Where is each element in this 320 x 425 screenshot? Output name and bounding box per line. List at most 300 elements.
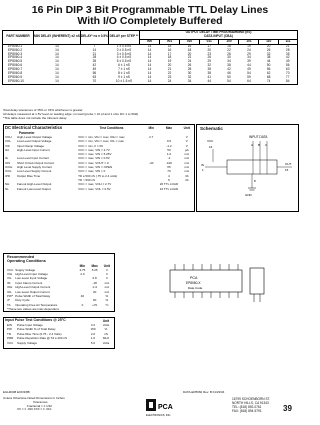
- cell-delay-value: 14: [147, 55, 152, 60]
- cell-step: 4 ± 0.5 nS: [116, 55, 132, 60]
- revision-code: DATA-EP8060 Rev. B 01/23/04: [183, 390, 225, 394]
- col-delay: DELAY* ns ± 0.5%: [80, 31, 108, 45]
- cell-delay-value: 38: [227, 63, 231, 68]
- pin-c-label: C: [265, 143, 268, 147]
- pulse-name: Pulse Rise Time (0.75 - 2.4 Volts): [17, 331, 62, 336]
- dc-unit: nS: [184, 177, 189, 182]
- delay-programming-table: [2, 30, 298, 85]
- dc-min: -40: [149, 160, 154, 165]
- dc-max: -100: [165, 160, 172, 165]
- cell-delay-value: 59: [247, 74, 251, 79]
- dc-param-name: High Level Supply Current: [17, 165, 53, 170]
- rec-max: +70: [92, 302, 98, 307]
- title-line-1: 16 Pin DIP 3 Bit Programmable TTL Delay Lines: [31, 4, 269, 16]
- cell-delay-value: 54: [247, 71, 251, 76]
- pulse-name: Pulse Width % of Total Delay: [17, 327, 56, 332]
- dc-param-name: Fanout Low-Level Output: [17, 186, 51, 191]
- dc-param-name: Low-Level Output Voltage: [17, 139, 52, 144]
- dc-symbol: IOS: [5, 160, 11, 165]
- dc-symbol: NL: [5, 186, 9, 191]
- cell-min: 14: [55, 55, 59, 60]
- dc-unit: mA: [184, 169, 189, 174]
- cell-delay-value: 14: [147, 43, 152, 48]
- dc-header-min: Min: [148, 126, 154, 130]
- cell-part: EP8060-3: [8, 51, 23, 56]
- delay-table-body: [3, 44, 298, 84]
- cell-delay-value: 26: [187, 63, 192, 68]
- recommended-title-line1: Recommended: [7, 255, 35, 259]
- pulse-unit: nS: [104, 331, 108, 336]
- cell-delay-value: 21: [167, 67, 172, 72]
- pin-a-label: A: [251, 143, 254, 147]
- dc-cond: VCC = min, II = IIK: [78, 143, 104, 148]
- cell-min: 14: [55, 43, 59, 48]
- pulse-sym: EIN: [7, 323, 13, 327]
- rec-sym: VIH: [7, 272, 13, 276]
- note-measurement: All delays measured at 1.5V level on leading edge; no load (probe = 10 pf and 1 ohm DC 1 to 50Ω): [3, 112, 139, 116]
- cell-delay-value: 34: [247, 55, 251, 60]
- rec-unit: mA: [104, 289, 110, 294]
- rec-unit: mA: [104, 280, 110, 285]
- title-line-2: With I/O Completely Buffered: [77, 15, 223, 27]
- dc-unit: mA: [184, 165, 189, 170]
- dc-unit: [180, 187, 193, 191]
- cell-delay-value: 62: [266, 71, 271, 76]
- rec-sym: IOL: [7, 289, 12, 294]
- tolerance-line-1: Unless Otherwise Noted Dimensions in Inches: [3, 396, 65, 400]
- tolerance-line-2: Tolerances: [33, 399, 48, 404]
- table-row: [3, 80, 298, 84]
- cell-part: EP8060-7: [8, 67, 23, 72]
- cell-delay-value: 29: [207, 59, 211, 64]
- dc-cond: VCC = max, VIN = 0.5V: [78, 156, 110, 161]
- cell-delay-value: 30: [187, 71, 192, 76]
- dc-symbol: ICCL: [5, 169, 12, 174]
- dc-symbol: VOH: [5, 135, 12, 139]
- input-pulse-box: [3, 317, 115, 349]
- rec-name: Operating Free Air Temperature: [15, 302, 58, 307]
- cell-part: EP8060-8: [8, 71, 23, 76]
- cell-delay-value: 17: [207, 43, 211, 48]
- rec-name: Duty Cycle: [15, 298, 30, 303]
- recommended-table: [5, 264, 113, 308]
- col-part-number: PART NUMBER: [3, 31, 34, 45]
- input-pulse-table: [5, 318, 113, 345]
- recommended-table-body: [5, 268, 113, 308]
- dc-unit: V: [185, 135, 188, 139]
- cell-delay: 28: [92, 55, 97, 60]
- cell-part: EP8060-6: [8, 63, 23, 68]
- cell-delay-value: 46: [227, 71, 231, 76]
- address-phone: TEL: (818) 892-0761: [232, 405, 262, 409]
- pulse-val: 5.0: [90, 340, 96, 345]
- pulse-name: Supply Voltage: [17, 340, 38, 345]
- dc-max: 10 TTL LOAD: [159, 186, 179, 191]
- cell-delay-value: 41: [207, 74, 211, 79]
- data-input-subtitle: DATA INPUT (CBA): [204, 33, 233, 38]
- rec-min: 40: [80, 294, 85, 299]
- pulse-val: 3.2: [90, 323, 96, 327]
- cell-delay: 42: [92, 63, 97, 68]
- code-header: 111: [278, 39, 297, 44]
- cell-step: 8 ± 1 nS: [118, 71, 130, 76]
- rec-unit: %: [105, 298, 109, 303]
- cell-part: EP8060-2: [8, 47, 23, 52]
- cell-delay-value: 18: [187, 47, 192, 52]
- dc-cond: VCC = max, VOL = 0.5V: [78, 186, 111, 191]
- cell-delay-value: 34: [227, 59, 231, 64]
- dc-min: [145, 187, 158, 191]
- input-data-label: INPUT DATA: [249, 135, 268, 139]
- cell-part: EP8060-9: [8, 74, 23, 79]
- input-pulse-table-body: [5, 323, 113, 345]
- dc-param-name: Short Circuit Output Current: [17, 160, 55, 165]
- cell-part: EP8060-5: [8, 59, 23, 64]
- col-delay-per-step: DELAY per STEP **: [109, 31, 140, 45]
- dc-max: 20 TTL LOAD: [159, 182, 179, 187]
- dc-cond: VCC = max, VIN = 0: [78, 169, 106, 174]
- cell-delay-value: 32: [187, 74, 192, 79]
- cell-delay-value: 14: [147, 59, 152, 64]
- pin-gnd-label: GND: [245, 193, 252, 197]
- pin-out-label: OUT: [285, 162, 292, 166]
- pin-gnd-number: 8: [254, 179, 256, 183]
- pin-out-number: 15: [285, 168, 289, 172]
- cell-delay-value: 68: [266, 74, 271, 79]
- dc-param-name: Output Rise Time: [17, 173, 41, 178]
- dc-param-name: Fanout High-Level Output: [17, 182, 52, 187]
- rec-sym: IIK: [7, 280, 11, 285]
- address-line-2: NORTH HILLS, CA 91343: [232, 401, 269, 405]
- dc-cond: VCC = min, VIH = max, IOL = max: [78, 139, 124, 144]
- dc-characteristics-table: [5, 125, 193, 191]
- rec-max: 0.8: [92, 276, 97, 281]
- cell-delay-value: 26: [207, 55, 211, 60]
- cell-delay: 49: [92, 67, 97, 72]
- cell-delay: 63: [92, 74, 97, 79]
- cell-delay-value: 54: [227, 78, 231, 83]
- cell-min: 14: [55, 63, 59, 68]
- cell-delay-value: 35: [285, 51, 290, 56]
- page-number: 39: [283, 404, 292, 413]
- cell-delay-value: 64: [247, 78, 251, 83]
- rec-sym: PW*: [7, 294, 13, 299]
- cell-delay-value: 24: [167, 78, 172, 83]
- rec-sym: VCC: [7, 267, 14, 272]
- rec-sym: IOH: [7, 285, 13, 290]
- cell-delay-value: 32: [266, 51, 271, 56]
- company-address: [232, 397, 270, 413]
- cell-step: 1 ± 0.5 nS: [116, 43, 132, 48]
- cell-delay-value: 20: [187, 51, 192, 56]
- dc-title: DC Electrical Characteristics: [5, 125, 63, 130]
- cell-part: EP8060-4: [8, 55, 23, 60]
- cell-delay-value: 14: [147, 78, 152, 83]
- cell-delay-value: 38: [207, 71, 211, 76]
- rec-header-min: Min: [79, 263, 86, 268]
- package-pca-label: PCA: [190, 276, 198, 280]
- dc-param-name: High-Level Input Current: [17, 147, 50, 152]
- dc-max: 50: [167, 147, 171, 152]
- cell-delay-value: 34: [187, 78, 192, 83]
- cell-step: 10 ± 1.5 nS: [115, 78, 133, 83]
- dc-cond: TD > 500 nS: [78, 177, 96, 182]
- dc-header-max: Max: [165, 126, 173, 130]
- code-header: 011: [200, 39, 219, 44]
- dc-max: -1.2: [166, 143, 172, 148]
- cell-step: 7 ± 1 nS: [118, 67, 130, 72]
- dc-param-name: Low-Level Input Current: [17, 156, 50, 161]
- dc-symbol: NH: [5, 182, 10, 187]
- dc-cond: TD ≤ 500 nS (.75 to 2.4 volts): [78, 173, 118, 178]
- rec-max: -18: [92, 280, 97, 285]
- cell-delay-value: 32: [207, 63, 211, 68]
- tolerance-line-4: XX = ± .030 XXX = ± .010: [17, 407, 52, 412]
- pulse-unit: MHz: [102, 336, 110, 341]
- rec-min: 2.0: [80, 272, 85, 276]
- cell-delay-value: 17: [167, 51, 172, 56]
- recommended-footnote: *These two values are inter-dependent.: [7, 307, 60, 312]
- dc-header-conditions: Test Conditions: [99, 126, 124, 130]
- cell-min: 14: [55, 47, 59, 52]
- dc-max: 0.5: [166, 139, 172, 144]
- dc-cond: VCC = max, VOUT = 0: [78, 160, 109, 165]
- input-pulse-header-unit: Unit: [102, 318, 110, 323]
- cell-delay-value: 42: [285, 55, 290, 60]
- cell-delay-value: 14: [147, 63, 152, 68]
- dc-max: 4: [168, 173, 170, 178]
- dc-unit: V: [185, 143, 188, 148]
- pulse-sym: VCC: [7, 340, 14, 345]
- dc-param-name: Low Level Supply Current: [17, 169, 52, 174]
- cell-delay-value: 16: [167, 47, 172, 52]
- dc-header-unit: Unit: [183, 126, 190, 130]
- logo-subtext: ELECTRONICS, INC.: [146, 414, 172, 417]
- dc-unit: mA: [184, 160, 189, 165]
- dc-cond: VCC = min, VIH = max, IOH = max: [78, 135, 125, 139]
- dc-min: 2.7: [149, 135, 154, 139]
- rec-header-max: Max: [91, 263, 98, 268]
- rec-name: Low-Level Output Current: [15, 289, 50, 294]
- dc-param-name: Input Clamp Voltage: [17, 143, 45, 148]
- rec-name: Supply Voltage: [15, 267, 36, 272]
- dc-symbol: VOL: [5, 139, 12, 144]
- cell-min: 14: [55, 74, 59, 79]
- schematic-diagram: [197, 132, 298, 210]
- schematic-box: [196, 124, 299, 212]
- cell-delay-value: 50: [227, 74, 231, 79]
- cell-delay-value: 24: [247, 47, 251, 52]
- cell-delay-value: 56: [266, 67, 271, 72]
- cell-step: 2 ± 0.5 nS: [116, 47, 132, 52]
- pin-b-label: B: [258, 143, 261, 147]
- cell-delay-value: 23: [207, 51, 211, 56]
- cell-delay-value: 35: [207, 67, 211, 72]
- cell-min: 14: [55, 71, 59, 76]
- cell-delay: 35: [92, 59, 97, 64]
- cell-step: 9 ± 1 nS: [118, 74, 130, 79]
- cell-min: 14: [55, 51, 59, 56]
- delay-block: [227, 160, 277, 174]
- dc-characteristics-box: [3, 124, 195, 212]
- cell-delay-value: 70: [285, 71, 290, 76]
- cell-delay-value: 22: [187, 55, 192, 60]
- cell-delay-value: 49: [247, 67, 251, 72]
- pulse-unit: %: [104, 327, 108, 332]
- cell-delay-value: 28: [285, 47, 290, 52]
- dc-max: 5: [168, 177, 170, 182]
- rec-max: 60: [92, 298, 97, 303]
- dc-unit: mA: [184, 152, 189, 157]
- rec-unit: mA: [104, 285, 110, 290]
- dc-header-parameter: Parameter: [19, 131, 35, 135]
- dc-max: -2: [167, 156, 171, 161]
- cell-delay-value: 26: [266, 47, 271, 52]
- pulse-sym: PW: [7, 327, 12, 332]
- input-pulse-title: Input Pulse Test Conditions @ 25°C: [5, 318, 66, 322]
- cell-delay-value: 56: [285, 63, 290, 68]
- dc-param-name: High-Level Output Voltage: [17, 135, 53, 139]
- rec-min: 0: [81, 302, 84, 307]
- tolerance-block: [3, 397, 113, 412]
- pin-in-label: IN: [201, 163, 204, 167]
- page-title: [0, 5, 300, 27]
- note-inherent: *This table does not include the inherent delay.: [3, 116, 68, 120]
- code-header: 010: [180, 39, 200, 44]
- cell-delay-value: 29: [247, 51, 251, 56]
- cell-delay-value: 14: [147, 67, 152, 72]
- cell-delay-value: 44: [207, 78, 211, 83]
- cell-delay-value: 14: [147, 71, 152, 76]
- cell-delay-value: 77: [285, 74, 290, 79]
- package-side-view: [250, 268, 264, 294]
- dc-symbol: tPD: [5, 173, 11, 178]
- pulse-name: Pulse Repetition Rate @ Td ≤ 200 nS: [17, 336, 67, 341]
- cell-delay: 70: [92, 78, 97, 83]
- code-header: 001: [160, 39, 180, 44]
- dc-unit: mA: [184, 156, 189, 161]
- cell-part: EP8060-10: [8, 78, 24, 83]
- cell-delay-value: 18: [167, 55, 172, 60]
- rec-header-unit: Unit: [103, 263, 110, 268]
- dc-symbol: VIK: [5, 143, 10, 148]
- dc-unit: nS: [184, 173, 189, 178]
- cell-delay-value: 42: [227, 67, 231, 72]
- pulse-val: 1.0: [90, 336, 96, 341]
- cell-delay-value: 30: [227, 55, 231, 60]
- pulse-name: Pulse Input Voltage: [17, 323, 43, 327]
- rec-name: Input Clamp Current: [15, 280, 43, 285]
- rec-unit: °C: [105, 302, 109, 307]
- cell-delay: 56: [92, 71, 97, 76]
- cell-delay-value: 19: [247, 43, 251, 48]
- rec-max: -1.0: [92, 285, 98, 290]
- dc-cond: VCC = max, VIN = 5.25V: [78, 152, 112, 157]
- table-row: [5, 341, 113, 345]
- company-logo: [145, 398, 183, 418]
- dc-unit: V: [185, 139, 188, 144]
- pulse-val: 150: [90, 327, 96, 332]
- package-outline: [170, 270, 242, 292]
- rec-name: High-Level Output Current: [15, 285, 51, 290]
- cell-delay-value: 20: [167, 63, 172, 68]
- cell-delay-value: 84: [285, 78, 290, 83]
- dc-cond: VCC = max, VIN = 2.7V: [78, 147, 110, 152]
- rec-name: High-Level Input Voltage: [15, 272, 48, 276]
- recommended-box: [3, 253, 115, 312]
- cell-delay-value: 28: [187, 67, 192, 72]
- code-header: 110: [259, 39, 278, 44]
- code-header: 101: [239, 39, 259, 44]
- dc-symbol: ICCH: [5, 165, 13, 170]
- cell-delay-value: 74: [266, 78, 271, 83]
- table-notes: [3, 108, 297, 120]
- dc-cond: VCC = max, VIN = OPEN: [78, 165, 113, 170]
- pulse-sym: TR: [7, 331, 11, 336]
- cell-delay-value: 22: [167, 71, 172, 76]
- schematic-title: Schematic: [200, 126, 223, 131]
- dc-table-body: [5, 135, 193, 191]
- dc-parameter: [5, 187, 78, 191]
- cell-delay-value: 21: [285, 43, 290, 48]
- package-date-code: Date Code: [188, 286, 203, 290]
- rec-name: Low-Level Input Voltage: [15, 276, 48, 281]
- cell-part: EP8060-1: [8, 43, 23, 48]
- tolerance-line-3: Fractional = ± 1/32: [27, 403, 52, 408]
- cell-delay-value: 20: [207, 47, 211, 52]
- dc-cond: VCC = max, VOH = 2.7V: [78, 182, 112, 187]
- output-programming-title: OUTPUT DELAY TIME PROGRAMMING (nS): [185, 30, 252, 34]
- cell-delay-value: 14: [147, 47, 152, 52]
- pin-vcc-number: 16: [209, 145, 213, 149]
- cell-delay-value: 49: [285, 59, 290, 64]
- recommended-title-line2: Operating Conditions: [7, 259, 46, 264]
- pin-vcc-label: VCC: [207, 139, 214, 143]
- rec-sym: d*: [7, 298, 10, 303]
- pin-in-number: 1: [202, 168, 204, 172]
- cell-delay-value: 26: [227, 51, 231, 56]
- rec-max: 20: [92, 289, 97, 294]
- cell-delay-value: 19: [167, 59, 172, 64]
- logo-text: PCA: [158, 404, 173, 411]
- cell-delay-value: 38: [266, 55, 271, 60]
- rec-sym: VIL: [7, 276, 12, 281]
- cell-delay: 7: [93, 43, 96, 48]
- dc-unit: µA: [184, 147, 189, 152]
- note-tolerance: Total delay tolerances of ±5% or ±3% whichever is greater.: [3, 108, 84, 112]
- cell-min: 14: [55, 59, 59, 64]
- cell-delay-value: 50: [266, 63, 271, 68]
- package-drawing: [150, 260, 290, 320]
- cell-delay-value: 15: [167, 43, 172, 48]
- cell-delay-value: 20: [266, 43, 271, 48]
- address-fax: FAX: (818) 894-5791: [232, 409, 262, 413]
- cell-min: 14: [55, 67, 59, 72]
- cell-delay-value: 22: [227, 47, 231, 52]
- dc-max: 1.0: [166, 152, 172, 157]
- cell-delay-value: 18: [227, 43, 231, 48]
- doc-code: EGH0008 EOD3/8B: [3, 390, 30, 394]
- col-min-delay: MIN DELAY (INHERENT) ±2 nS: [34, 31, 81, 45]
- rec-name: Pulse Width of Total Delay: [15, 294, 51, 299]
- cell-delay: 21: [92, 51, 97, 56]
- cell-step: 6 ± 1 nS: [118, 63, 130, 68]
- cell-step: 5 ± 0.5 nS: [116, 59, 132, 64]
- dc-symbol: IIH: [5, 147, 9, 152]
- cell-delay-value: 16: [187, 43, 192, 48]
- dc-max: 70: [167, 169, 171, 174]
- cell-delay-value: 44: [266, 59, 271, 64]
